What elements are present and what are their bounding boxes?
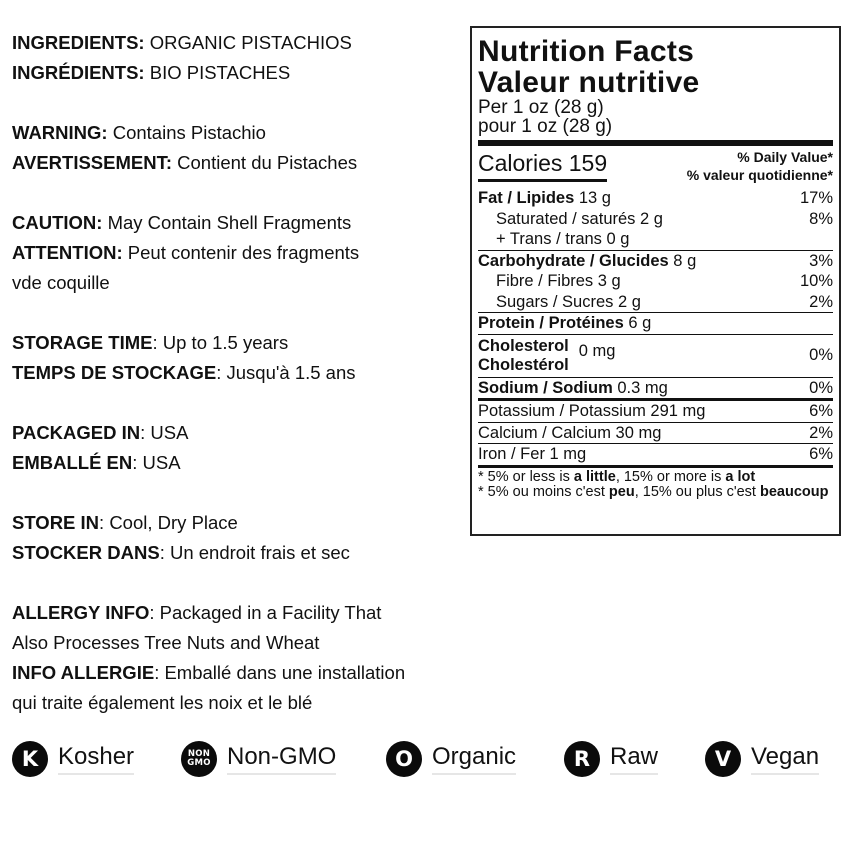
storage-time-section: [12, 328, 467, 388]
protein-amount: 6 g: [623, 314, 652, 332]
sodium-label: Sodium / Sodium: [478, 378, 613, 397]
ingredients-value: ORGANIC PISTACHIOS: [144, 32, 352, 53]
packaged-section: [12, 418, 467, 478]
daily-value-header: [687, 148, 833, 184]
warning-label: WARNING:: [12, 122, 108, 143]
packaged-value-fr: : USA: [132, 452, 181, 473]
calcium-row: [478, 423, 833, 444]
nutrition-title-en: Nutrition Facts: [478, 35, 695, 68]
footnote-text: * 5% or less is: [478, 468, 574, 485]
saturated-row: [478, 209, 833, 230]
carb-amount: 8 g: [668, 251, 697, 270]
allergy-label-fr: INFO ALLERGIE: [12, 662, 155, 683]
allergy-fr-cont: [12, 688, 467, 718]
badge-label: Raw: [610, 743, 658, 775]
caution-value-fr: Peut contenir des fragments: [122, 242, 360, 263]
storage-time-value-fr: : Jusqu'à 1.5 ans: [216, 362, 356, 383]
storage-time-label: STORAGE TIME: [12, 332, 153, 353]
carb-label: Carbohydrate / Glucides: [478, 251, 669, 270]
sodium-row: [478, 378, 833, 399]
carb-dv: 3%: [809, 251, 833, 270]
daily-value-fr: % valeur quotidienne*: [686, 167, 833, 183]
protein-label: Protein / Protéines: [478, 314, 624, 332]
footnote-emphasis: peu: [608, 483, 635, 500]
caution-value-fr-cont: vde coquille: [12, 272, 110, 293]
potassium-dv: 6%: [809, 402, 833, 420]
packaged-label: PACKAGED IN: [12, 422, 141, 443]
footnote-text: , 15% or more is: [615, 468, 726, 485]
sugars-row: [478, 292, 833, 313]
allergy-value-cont: Also Processes Tree Nuts and Wheat: [12, 632, 320, 653]
nutrition-facts-label: [470, 26, 841, 536]
warning-label-fr: AVERTISSEMENT:: [12, 152, 173, 173]
calories-value: Calories 159: [478, 150, 607, 182]
ingredients-label-fr: INGRÉDIENTS:: [12, 62, 145, 83]
store-in-value-fr: : Un endroit frais et sec: [159, 542, 350, 563]
badge-organic: [386, 741, 516, 777]
storage-time-value: : Up to 1.5 years: [152, 332, 289, 353]
kosher-icon: K: [12, 741, 48, 777]
footnote-text: , 15% ou plus c'est: [634, 483, 760, 500]
footnote-text: * 5% ou moins c'est: [478, 483, 609, 500]
allergy-en-cont: [12, 628, 467, 658]
trans-label: + Trans / trans 0 g: [496, 230, 630, 248]
iron-dv: 6%: [809, 445, 833, 463]
store-in-en: [12, 508, 467, 538]
storage-time-fr: [12, 358, 467, 388]
warning-value: Contains Pistachio: [107, 122, 266, 143]
allergy-value-fr-cont: qui traite également les noix et le blé: [12, 692, 313, 713]
badge-vegan: [705, 741, 819, 777]
allergy-section: [12, 598, 467, 718]
fibre-label: Fibre / Fibres 3 g: [496, 272, 621, 290]
cholesterol-amount: 0 mg: [578, 342, 616, 360]
store-in-section: [12, 508, 467, 568]
cholesterol-dv: 0%: [809, 346, 833, 364]
ingredients-fr: [12, 58, 467, 88]
certification-badges: [12, 741, 842, 785]
saturated-dv: 8%: [809, 209, 833, 228]
raw-icon: R: [564, 741, 600, 777]
iron-label: Iron / Fer 1 mg: [478, 445, 587, 463]
protein-row: [478, 313, 833, 334]
footnote-fr: [478, 485, 833, 500]
serving-size-fr: pour 1 oz (28 g): [478, 116, 613, 137]
caution-label-fr: ATTENTION:: [12, 242, 123, 263]
badge-label: Organic: [432, 743, 516, 775]
warning-fr: [12, 148, 467, 178]
trans-row: [478, 229, 833, 250]
fibre-dv: 10%: [799, 272, 833, 290]
allergy-value: : Packaged in a Facility That: [149, 602, 382, 623]
badge-label: Vegan: [751, 743, 819, 775]
fat-row: [478, 188, 833, 209]
fibre-row: [478, 271, 833, 292]
store-in-label: STORE IN: [12, 512, 100, 533]
sugars-label: Sugars / Sucres 2 g: [496, 292, 641, 311]
carbohydrate-row: [478, 251, 833, 272]
footnote: [478, 468, 833, 500]
cholesterol-label-fr: Cholestérol: [478, 355, 569, 374]
footnote-emphasis: a lot: [725, 468, 756, 485]
badge-label: Non-GMO: [227, 743, 336, 775]
calcium-dv: 2%: [809, 423, 833, 442]
ingredients-label: INGREDIENTS:: [12, 32, 145, 53]
allergy-fr: [12, 658, 467, 688]
footnote-en: [478, 470, 833, 485]
ingredients-section: [12, 28, 467, 88]
badge-label: Kosher: [58, 743, 134, 775]
non-gmo-icon: [181, 741, 217, 777]
caution-fr: [12, 238, 467, 268]
sodium-dv: 0%: [809, 378, 833, 397]
potassium-label: Potassium / Potassium 291 mg: [478, 402, 706, 420]
calories-row: [478, 146, 833, 188]
vegan-icon: V: [705, 741, 741, 777]
footnote-emphasis: a little: [573, 468, 616, 485]
saturated-label: Saturated / saturés 2 g: [496, 209, 663, 228]
daily-value-en: % Daily Value*: [737, 149, 833, 165]
badge-raw: [564, 741, 658, 777]
iron-row: [478, 444, 833, 465]
calcium-label: Calcium / Calcium 30 mg: [478, 423, 662, 442]
packaged-value: : USA: [140, 422, 189, 443]
ingredients-en: [12, 28, 467, 58]
ingredients-value-fr: BIO PISTACHES: [144, 62, 291, 83]
store-in-label-fr: STOCKER DANS: [12, 542, 160, 563]
organic-icon: O: [386, 741, 422, 777]
badge-non-gmo: [181, 741, 336, 777]
packaged-en: [12, 418, 467, 448]
sodium-amount: 0.3 mg: [612, 378, 668, 397]
allergy-value-fr: : Emballé dans une installation: [154, 662, 406, 683]
footnote-emphasis: beaucoup: [760, 483, 829, 500]
caution-section: [12, 208, 467, 298]
fat-amount: 13 g: [574, 189, 611, 207]
allergy-en: [12, 598, 467, 628]
packaged-fr: [12, 448, 467, 478]
nutrition-title-fr: Valeur nutritive: [478, 66, 700, 99]
allergy-label: ALLERGY INFO: [12, 602, 150, 623]
caution-fr-cont: [12, 268, 467, 298]
caution-en: [12, 208, 467, 238]
store-in-fr: [12, 538, 467, 568]
non-gmo-icon-top: NON: [187, 749, 211, 759]
fat-label: Fat / Lipides: [478, 189, 575, 207]
non-gmo-icon-bottom: GMO: [187, 758, 211, 768]
warning-section: [12, 118, 467, 178]
fat-dv: 17%: [799, 189, 833, 207]
serving-size-en: Per 1 oz (28 g): [478, 97, 604, 118]
packaged-label-fr: EMBALLÉ EN: [12, 452, 133, 473]
caution-value: May Contain Shell Fragments: [102, 212, 352, 233]
cholesterol-label-en: Cholesterol: [478, 336, 569, 355]
warning-en: [12, 118, 467, 148]
storage-time-en: [12, 328, 467, 358]
badge-kosher: [12, 741, 134, 777]
sugars-dv: 2%: [809, 292, 833, 311]
warning-value-fr: Contient du Pistaches: [172, 152, 358, 173]
cholesterol-row: [478, 335, 833, 377]
storage-time-label-fr: TEMPS DE STOCKAGE: [12, 362, 217, 383]
potassium-row: [478, 401, 833, 422]
product-info: [12, 28, 467, 748]
caution-label: CAUTION:: [12, 212, 103, 233]
store-in-value: : Cool, Dry Place: [99, 512, 238, 533]
